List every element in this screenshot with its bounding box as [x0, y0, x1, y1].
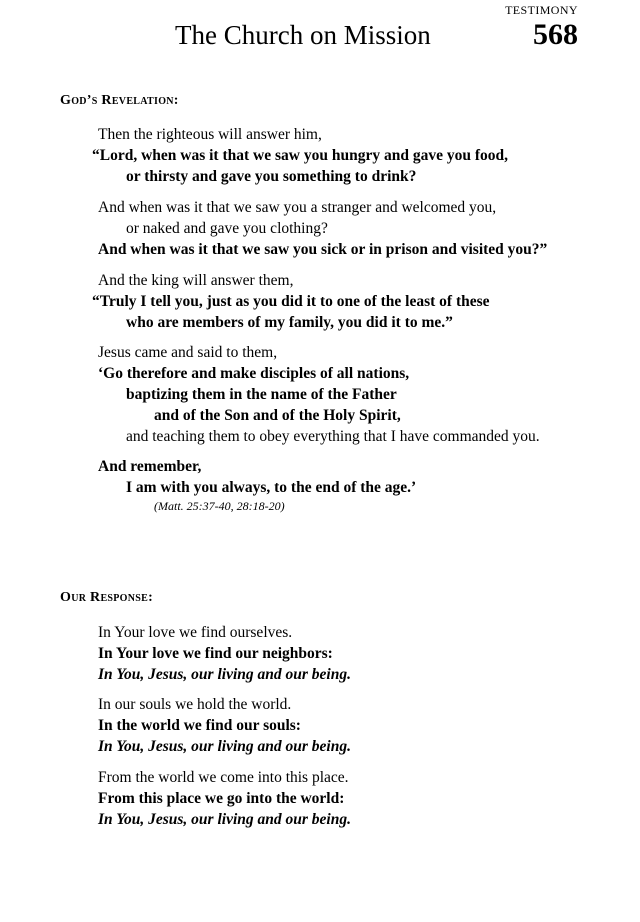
scripture-line: “Lord, when was it that we saw you hungry and gave you food, — [92, 147, 508, 164]
scripture-line: who are members of my family, you did it to me.” — [126, 314, 453, 331]
scripture-line: And remember, — [98, 458, 202, 475]
scripture-line: or thirsty and gave you something to drink? — [126, 168, 417, 185]
scripture-citation: (Matt. 25:37-40, 28:18-20) — [154, 499, 285, 513]
hymn-number: 568 — [533, 18, 578, 51]
scripture-line: And when was it that we saw you a stranger and welcomed you, — [98, 199, 497, 216]
response-line: From this place we go into the world: — [98, 790, 345, 807]
response-line: In You, Jesus, our living and our being. — [98, 666, 351, 683]
response-line: In You, Jesus, our living and our being. — [98, 811, 351, 828]
scripture-line: and teaching them to obey everything that I have commanded you. — [126, 428, 540, 445]
scripture-line: Jesus came and said to them, — [98, 344, 278, 361]
scripture-line: baptizing them in the name of the Father — [126, 386, 397, 403]
scripture-line: And when was it that we saw you sick or in prison and visited you?” — [98, 241, 548, 258]
page-title: The Church on Mission — [175, 20, 431, 50]
scripture-line: I am with you always, to the end of the age.’ — [126, 479, 417, 496]
scripture-line: “Truly I tell you, just as you did it to one of the least of these — [92, 293, 490, 310]
scripture-line: Then the righteous will answer him, — [98, 126, 322, 143]
response-line: In our souls we hold the world. — [98, 696, 292, 713]
response-line: In You, Jesus, our living and our being. — [98, 738, 351, 755]
response-heading: Our Response: — [60, 590, 154, 605]
scripture-line: or naked and gave you clothing? — [126, 220, 328, 237]
section-category: TESTIMONY — [505, 3, 578, 17]
response-line: In the world we find our souls: — [98, 717, 301, 734]
response-line: From the world we come into this place. — [98, 769, 349, 786]
revelation-heading: God’s Revelation: — [60, 93, 179, 108]
scripture-line: And the king will answer them, — [98, 272, 294, 289]
response-line: In Your love we find ourselves. — [98, 624, 293, 641]
response-line: In Your love we find our neighbors: — [98, 645, 333, 662]
scripture-line: ‘Go therefore and make disciples of all nations, — [98, 365, 410, 382]
scripture-line: and of the Son and of the Holy Spirit, — [154, 407, 401, 424]
